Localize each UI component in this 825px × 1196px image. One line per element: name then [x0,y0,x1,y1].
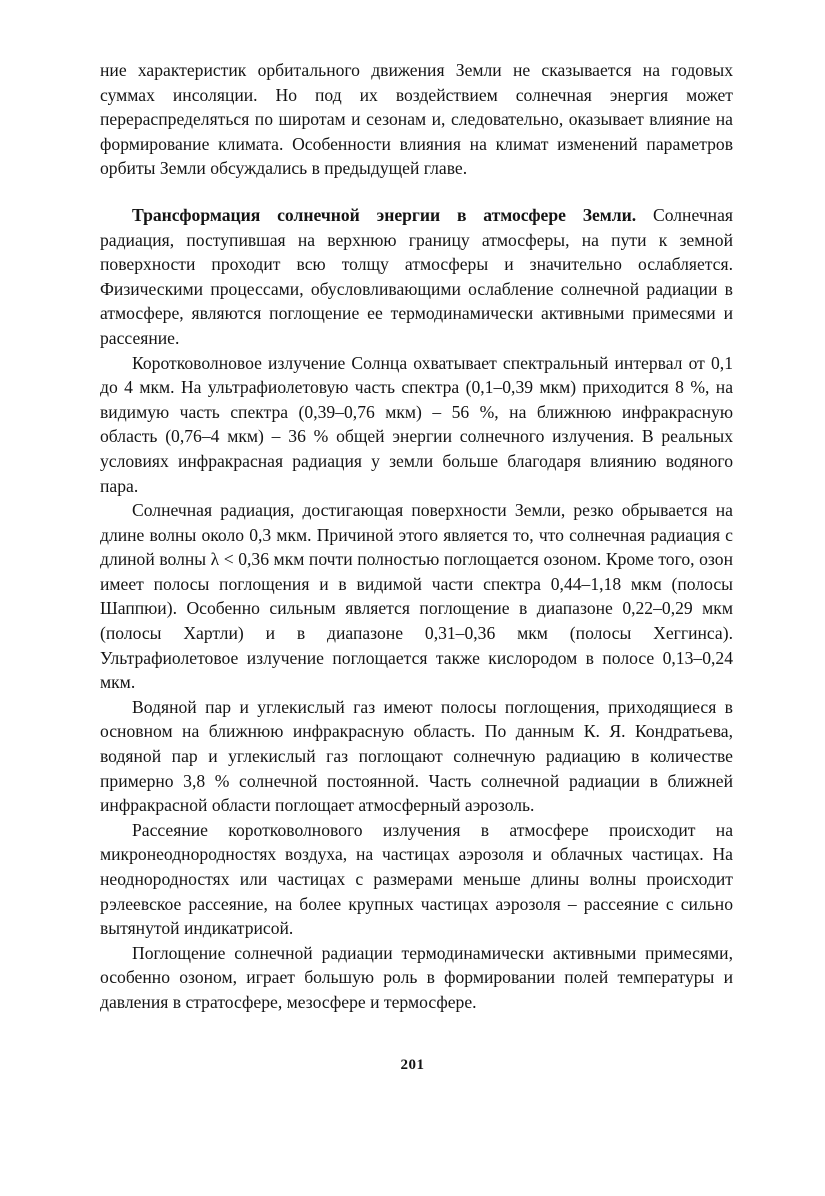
paragraph-transformation [100,203,733,351]
paragraph-thermodynamic: Поглощение солнечной радиации термодинамически активными примесями, особенно озоном, играет большую роль в формировании полей температуры и давления в стратосфере, мезосфере и термосфере. [100,942,733,1012]
page-number: 201 [400,1057,425,1073]
paragraph-continuation: ние характеристик орбитального движения Земли не сказывается на годовых суммах инсоляции. Но под их воздействием солнечная энергия может перераспределяться по широтам и сезонам и, следовательно, оказывает влияние на формирование климата. Особенности влияния на климат изменений параметров орбиты Земли обсуждались в предыдущей главе. [100,60,733,179]
section-heading: Трансформация солнечной энергии в атмосфере Земли. [132,204,637,225]
page-text [100,58,733,1015]
paragraph-shortwave-spectrum: Коротковолновое излучение Солнца охватывает спектральный интервал от 0,1 до 4 мкм. На ультрафиолетовую часть спектра (0,1–0,39 мкм) приходится 8 %, на видимую часть спектра (0,39–0,76 мкм) – 56 %, на ближнюю инфракрасную область (0,76–4 мкм) – 36 % общей энергии солнечного излучения. В реальных условиях инфракрасная радиация у земли больше благодаря влиянию водяного пара. [100,352,733,496]
paragraph-scattering: Рассеяние коротковолнового излучения в атмосфере происходит на микронеоднородностях воздуха, на частицах аэрозоля и облачных частицах. На неоднородностях или частицах с размерами меньше длины волны происходит рэлеевское рассеяние, на более крупных частицах аэрозоля – рассеяние с сильно вытянутой индикатрисой. [100,819,733,939]
paragraph-ozone-absorption: Солнечная радиация, достигающая поверхности Земли, резко обрывается на длине волны около 0,3 мкм. Причиной этого является то, что солнечная радиация с длиной волны λ < 0,36 мкм почти полностью поглощается озоном. Кроме того, озон имеет полосы поглощения и в видимой части спектра 0,44–1,18 мкм (полосы Шаппюи). Особенно сильным является поглощение в диапазоне 0,22–0,29 мкм (полосы Хартли) и в диапазоне 0,31–0,36 мкм (полосы Хеггинса). Ультрафиолетовое излучение поглощается также кислородом в полосе 0,13–0,24 мкм. [100,500,733,693]
paragraph-water-vapor: Водяной пар и углекислый газ имеют полосы поглощения, приходящиеся в основном на ближнюю инфракрасную область. По данным К. Я. Кондратьева, водяной пар и углекислый газ поглощают солнечную радиацию в количестве примерно 3,8 % солнечной постоянной. Часть солнечной радиации в ближней инфракрасной области поглощает атмосферный аэрозоль. [100,696,733,816]
paragraph-body: Солнечная радиация, поступившая на верхнюю границу атмосферы, на пути к земной поверхности проходит всю толщу атмосферы и значительно ослабляется. Физическими процессами, обусловливающими ослабление солнечной радиации в атмосфере, являются поглощение ее термодинамически активными примесями и рассеяние. [100,204,733,348]
